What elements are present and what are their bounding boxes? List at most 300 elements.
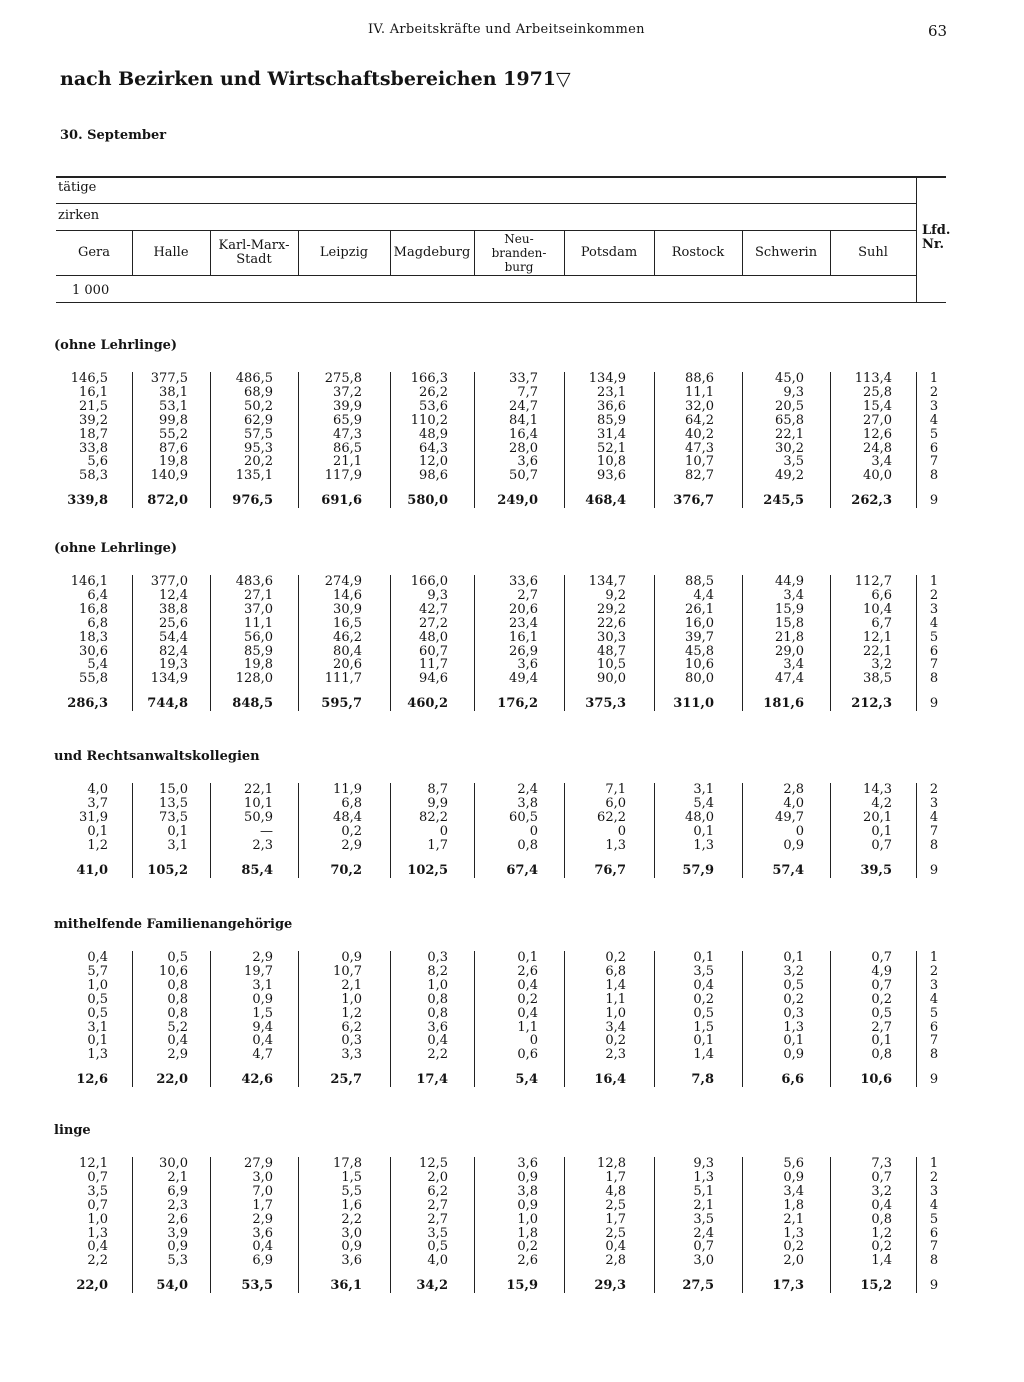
table-cell: 82,4 [159, 643, 188, 659]
table-cell: 7,3 [871, 1156, 892, 1171]
total-cell: 181,6 [763, 696, 804, 712]
table-cell: 10,7 [333, 963, 362, 979]
table-cell: 1,5 [252, 1005, 273, 1021]
table-cell: 0,4 [871, 1197, 892, 1213]
column-divider [742, 951, 743, 1087]
table-cell: 486,5 [235, 371, 273, 386]
table-cell: 55,8 [79, 671, 108, 687]
table-cell: 3,6 [517, 454, 538, 470]
table-cell: 7,1 [605, 782, 626, 797]
table-cell: 3,4 [783, 1183, 804, 1199]
total-cell: 17,4 [416, 1072, 448, 1088]
column-divider [564, 951, 565, 1087]
footnote-mark: ▽ [556, 68, 571, 90]
table-cell: 22,1 [863, 643, 892, 659]
table-cell: 274,9 [324, 574, 362, 589]
total-cell: 27,5 [682, 1278, 714, 1294]
column-divider [474, 372, 475, 508]
total-cell: 42,6 [241, 1072, 273, 1088]
table-cell: 2,1 [783, 1211, 804, 1227]
total-cell: 29,3 [594, 1278, 626, 1294]
table-cell: 0,4 [605, 1239, 626, 1255]
table-cell: 135,1 [235, 468, 273, 484]
column-header-karl-marx-stadt [210, 232, 298, 274]
line-number: 1 [929, 1156, 939, 1171]
table-cell: 1,4 [871, 1253, 892, 1269]
table-cell: 2,7 [427, 1211, 448, 1227]
column-header-schwerin [742, 232, 830, 274]
column-header-line: Karl-Marx- [218, 238, 290, 253]
total-cell: 22,0 [156, 1072, 188, 1088]
table-cell: 0,1 [693, 824, 714, 839]
line-number: 1 [929, 574, 939, 589]
table-cell: 65,8 [775, 412, 804, 428]
table-cell: 1,3 [605, 838, 626, 853]
lfd-line-2: Nr. [922, 237, 945, 252]
table-cell: 3,2 [871, 1183, 892, 1199]
table-cell: 58,3 [79, 468, 108, 484]
total-cell: 10,6 [860, 1072, 892, 1088]
column-header-divider [298, 231, 299, 275]
table-cell: 0,9 [517, 1197, 538, 1213]
table-cell: 24,8 [863, 440, 892, 456]
table-cell: 10,6 [159, 963, 188, 979]
table-cell: 0,7 [871, 977, 892, 993]
table-cell: 26,2 [419, 384, 448, 400]
column-header-text: Potsdam [580, 245, 638, 260]
column-divider [742, 1157, 743, 1293]
table-cell: 2,9 [252, 1211, 273, 1227]
table-cell: 5,5 [341, 1183, 362, 1199]
column-header-divider [132, 231, 133, 275]
page-title [60, 68, 571, 90]
column-divider [830, 951, 831, 1087]
table-cell: 25,8 [863, 384, 892, 400]
table-cell: 9,3 [427, 587, 448, 603]
table-cell: 1,4 [693, 1047, 714, 1063]
table-cell: 48,7 [597, 643, 626, 659]
line-number: 8 [929, 838, 939, 853]
table-cell: 82,2 [419, 810, 448, 825]
column-header-line: Neu- [504, 232, 534, 246]
table-cell: 0,4 [693, 977, 714, 993]
table-cell: 16,1 [79, 384, 108, 400]
table-cell: 98,6 [419, 468, 448, 484]
table-cell: 3,2 [783, 963, 804, 979]
table-cell: 3,1 [167, 838, 188, 853]
table-cell: 0,9 [783, 1169, 804, 1185]
table-cell: 0 [795, 824, 804, 839]
table-cell: 0,3 [427, 950, 448, 965]
table-cell: 2,8 [783, 782, 804, 797]
table-cell: 3,0 [341, 1225, 362, 1241]
table-cell: 4,8 [605, 1183, 626, 1199]
table-cell: 0,2 [605, 1033, 626, 1049]
table-cell: 0,1 [167, 824, 188, 839]
table-cell: 6,8 [341, 796, 362, 811]
table-cell: 38,1 [159, 384, 188, 400]
page-number: 63 [928, 22, 948, 40]
total-cell: 36,1 [330, 1278, 362, 1294]
section-title: und Rechtsanwaltskollegien [54, 749, 260, 764]
column-divider [132, 783, 133, 878]
table-cell: 117,9 [324, 468, 362, 484]
table-cell: 49,2 [775, 468, 804, 484]
running-head: IV. Arbeitskräfte und Arbeitseinkommen [368, 22, 645, 37]
table-cell: 2,9 [341, 838, 362, 853]
table-cell: 6,4 [87, 587, 108, 603]
table-cell: 57,5 [244, 426, 273, 442]
total-cell: 7,8 [691, 1072, 714, 1088]
table-cell: 53,1 [159, 398, 188, 414]
table-cell: 134,9 [588, 371, 626, 386]
table-cell: 2,2 [87, 1253, 108, 1269]
table-cell: 9,2 [605, 587, 626, 603]
table-cell: 0,9 [783, 838, 804, 853]
column-header-halle [132, 232, 210, 274]
section-title: (ohne Lehrlinge) [54, 338, 178, 353]
table-cell: 483,6 [235, 574, 273, 589]
table-cell: 47,4 [775, 671, 804, 687]
table-cell: 9,3 [693, 1156, 714, 1171]
table-cell: 0,8 [517, 838, 538, 853]
table-cell: 10,6 [685, 657, 714, 673]
table-cell: 7,0 [252, 1183, 273, 1199]
column-divider [210, 1157, 211, 1293]
total-cell: 76,7 [594, 863, 626, 878]
table-cell: 2,9 [252, 950, 273, 965]
total-cell: 105,2 [147, 863, 188, 878]
table-cell: 0,8 [167, 1005, 188, 1021]
table-cell: 44,9 [775, 574, 804, 589]
table-cell: 11,7 [419, 657, 448, 673]
table-cell: 166,0 [410, 574, 448, 589]
column-divider [474, 1157, 475, 1293]
table-cell: 50,9 [244, 810, 273, 825]
table-cell: 27,9 [244, 1156, 273, 1171]
table-cell: 0 [439, 824, 448, 839]
column-divider [830, 575, 831, 711]
total-cell: 976,5 [232, 493, 273, 509]
column-divider [132, 372, 133, 508]
table-cell: 0,1 [871, 1033, 892, 1049]
table-cell: 30,9 [333, 601, 362, 617]
table-cell: 60,5 [509, 810, 538, 825]
table-cell: 93,6 [597, 468, 626, 484]
total-cell: 57,4 [772, 863, 804, 878]
table-cell: 2,5 [605, 1225, 626, 1241]
table-cell: 0,8 [427, 1005, 448, 1021]
table-cell: 18,3 [79, 629, 108, 645]
table-cell: 1,1 [517, 1019, 538, 1035]
table-cell: 4,0 [427, 1253, 448, 1269]
table-cell: 88,5 [685, 574, 714, 589]
table-cell: 33,7 [509, 371, 538, 386]
total-cell: 16,4 [594, 1072, 626, 1088]
table-cell: 113,4 [854, 371, 892, 386]
table-cell: 0,1 [517, 950, 538, 965]
line-number: 6 [929, 1225, 939, 1241]
table-cell: 0,9 [252, 991, 273, 1007]
table-cell: 111,7 [324, 671, 362, 687]
table-cell: 49,7 [775, 810, 804, 825]
total-cell: 286,3 [67, 696, 108, 712]
table-cell: 5,3 [167, 1253, 188, 1269]
table-cell: 1,2 [341, 1005, 362, 1021]
table-cell: 3,8 [517, 1183, 538, 1199]
table-cell: 2,2 [341, 1211, 362, 1227]
column-header-divider [390, 231, 391, 275]
table-cell: 3,9 [167, 1225, 188, 1241]
table-cell: 3,7 [87, 796, 108, 811]
table-cell: 23,1 [597, 384, 626, 400]
table-cell: 27,0 [863, 412, 892, 428]
line-number: 8 [929, 468, 939, 484]
column-header-line: Stadt [236, 252, 272, 267]
table-cell: 86,5 [333, 440, 362, 456]
table-cell: 2,8 [605, 1253, 626, 1269]
table-cell: 3,3 [341, 1047, 362, 1063]
table-cell: 46,2 [333, 629, 362, 645]
table-cell: 29,0 [775, 643, 804, 659]
table-cell: 1,2 [871, 1225, 892, 1241]
column-header-divider [830, 231, 831, 275]
table-cell: 0,5 [871, 1005, 892, 1021]
table-cell: 3,4 [871, 454, 892, 470]
column-header-text [492, 232, 547, 274]
column-header-text: Halle [153, 245, 189, 260]
table-cell: 166,3 [410, 371, 448, 386]
line-number: 2 [929, 782, 939, 797]
table-cell: 0 [617, 824, 626, 839]
table-cell: 0,1 [693, 950, 714, 965]
column-header-potsdam [564, 232, 654, 274]
table-cell: 0,1 [87, 824, 108, 839]
table-cell: 1,7 [252, 1197, 273, 1213]
table-cell: 10,1 [244, 796, 273, 811]
column-divider [210, 951, 211, 1087]
total-cell: 41,0 [76, 863, 108, 878]
table-cell: 11,1 [685, 384, 714, 400]
table-cell: 21,8 [775, 629, 804, 645]
table-cell: 0,8 [167, 977, 188, 993]
total-cell: 339,8 [67, 493, 108, 509]
table-cell: 10,5 [597, 657, 626, 673]
total-cell: 6,6 [781, 1072, 804, 1088]
table-cell: 3,6 [517, 657, 538, 673]
table-cell: 2,1 [167, 1169, 188, 1185]
table-cell: 0,2 [871, 1239, 892, 1255]
section-title: mithelfende Familienangehörige [54, 917, 293, 932]
table-cell: 8,2 [427, 963, 448, 979]
table-cell: 4,4 [693, 587, 714, 603]
table-cell: 1,0 [87, 1211, 108, 1227]
table-cell: 0,1 [783, 950, 804, 965]
table-cell: 2,3 [167, 1197, 188, 1213]
table-cell: 27,1 [244, 587, 273, 603]
table-cell: 73,5 [159, 810, 188, 825]
table-cell: 12,4 [159, 587, 188, 603]
table-cell: 3,4 [783, 657, 804, 673]
line-number: 8 [929, 671, 939, 687]
total-cell: 25,7 [330, 1072, 362, 1088]
table-cell: 0,8 [427, 991, 448, 1007]
column-header-divider [654, 231, 655, 275]
line-number: 6 [929, 643, 939, 659]
table-cell: 62,2 [597, 810, 626, 825]
table-cell: 140,9 [150, 468, 188, 484]
table-cell: 4,2 [871, 796, 892, 811]
table-cell: 88,6 [685, 371, 714, 386]
table-cell: 0,7 [693, 1239, 714, 1255]
column-divider [390, 372, 391, 508]
table-cell: 26,9 [509, 643, 538, 659]
header-rule-3 [56, 275, 916, 276]
table-cell: 14,6 [333, 587, 362, 603]
header-rule-bottom [56, 302, 946, 303]
table-cell: 377,5 [150, 371, 188, 386]
table-cell: 0,5 [427, 1239, 448, 1255]
table-cell: 0,2 [517, 991, 538, 1007]
table-cell: 1,7 [427, 838, 448, 853]
line-number: 5 [929, 426, 939, 442]
column-header-text: Gera [77, 245, 111, 260]
column-divider [210, 372, 211, 508]
table-cell: 4,0 [783, 796, 804, 811]
column-divider [654, 951, 655, 1087]
table-cell: 90,0 [597, 671, 626, 687]
table-cell: 4,9 [871, 963, 892, 979]
table-cell: 22,1 [244, 782, 273, 797]
line-number: 3 [929, 601, 939, 617]
column-header-rostock [654, 232, 742, 274]
table-cell: 1,3 [693, 838, 714, 853]
column-header-text: Suhl [858, 245, 888, 260]
table-cell: 2,3 [252, 838, 273, 853]
line-number: 4 [929, 1197, 939, 1213]
table-cell: 0,6 [517, 1047, 538, 1063]
line-number: 4 [929, 810, 939, 825]
line-number: 7 [929, 454, 939, 470]
column-divider [132, 575, 133, 711]
table-cell: 56,0 [244, 629, 273, 645]
table-cell: 0,8 [167, 991, 188, 1007]
table-cell: 0,9 [167, 1239, 188, 1255]
table-cell: 0,1 [87, 1033, 108, 1049]
table-cell: 16,1 [509, 629, 538, 645]
table-cell: 0,2 [693, 991, 714, 1007]
table-cell: 2,6 [167, 1211, 188, 1227]
total-cell: 375,3 [585, 696, 626, 712]
total-cell: 580,0 [407, 493, 448, 509]
column-header-gera [56, 232, 132, 274]
table-cell: 3,5 [783, 454, 804, 470]
table-cell: 80,4 [333, 643, 362, 659]
line-number: 1 [929, 950, 939, 965]
total-cell: 376,7 [673, 493, 714, 509]
column-header-leipzig [298, 232, 390, 274]
table-cell: 50,7 [509, 468, 538, 484]
table-cell: 20,2 [244, 454, 273, 470]
column-divider [132, 951, 133, 1087]
table-cell: 13,5 [159, 796, 188, 811]
unit-label: 1 000 [72, 283, 110, 298]
column-divider [210, 575, 211, 711]
column-divider [564, 783, 565, 878]
table-cell: 3,1 [693, 782, 714, 797]
table-cell: 30,0 [159, 1156, 188, 1171]
table-cell: 62,9 [244, 412, 273, 428]
column-divider [390, 1157, 391, 1293]
line-number: 2 [929, 1169, 939, 1185]
table-cell: 12,8 [597, 1156, 626, 1171]
table-cell: 5,4 [87, 657, 108, 673]
table-cell: 20,6 [509, 601, 538, 617]
column-divider [474, 575, 475, 711]
table-cell: 40,2 [685, 426, 714, 442]
lfd-nr-label [922, 224, 950, 252]
lfd-line-1: Lfd. [922, 223, 951, 238]
total-cell: 39,5 [860, 863, 892, 878]
table-cell: 1,1 [605, 991, 626, 1007]
table-cell: 1,7 [605, 1211, 626, 1227]
column-header-text: Leipzig [319, 245, 369, 260]
table-cell: 146,1 [70, 574, 108, 589]
line-number: 9 [929, 696, 939, 712]
table-cell: 15,4 [863, 398, 892, 414]
table-cell: 33,8 [79, 440, 108, 456]
table-cell: 0,1 [783, 1033, 804, 1049]
table-cell: 20,1 [863, 810, 892, 825]
table-cell: 6,9 [167, 1183, 188, 1199]
table-cell: 7,7 [517, 384, 538, 400]
table-cell: 2,1 [693, 1197, 714, 1213]
line-number: 3 [929, 796, 939, 811]
total-cell: 5,4 [515, 1072, 538, 1088]
table-cell: 1,0 [341, 991, 362, 1007]
header-rule-top [56, 176, 946, 178]
column-divider [298, 951, 299, 1087]
header-rule-2 [56, 230, 916, 231]
table-cell: 3,6 [427, 1019, 448, 1035]
column-divider [298, 575, 299, 711]
line-number: 6 [929, 1019, 939, 1035]
table-cell: 0,9 [341, 1239, 362, 1255]
table-cell: 0,9 [341, 950, 362, 965]
table-cell: 31,9 [79, 810, 108, 825]
table-cell: 48,0 [685, 810, 714, 825]
table-cell: 0,8 [871, 1211, 892, 1227]
table-cell: 6,9 [252, 1253, 273, 1269]
table-cell: 2,6 [517, 963, 538, 979]
total-cell: 67,4 [506, 863, 538, 878]
table-cell: 3,5 [693, 963, 714, 979]
table-cell: 0 [529, 824, 538, 839]
table-cell: 33,6 [509, 574, 538, 589]
table-cell: 0,2 [871, 991, 892, 1007]
column-header-magdeburg [390, 232, 474, 274]
table-cell: 19,8 [244, 657, 273, 673]
total-cell: 57,9 [682, 863, 714, 878]
table-cell: 12,6 [863, 426, 892, 442]
total-cell: 22,0 [76, 1278, 108, 1294]
table-cell: 0,4 [517, 977, 538, 993]
table-cell: 22,6 [597, 615, 626, 631]
table-cell: 0 [529, 1033, 538, 1049]
table-cell: 49,4 [509, 671, 538, 687]
table-cell: 3,6 [341, 1253, 362, 1269]
table-cell: 16,5 [333, 615, 362, 631]
